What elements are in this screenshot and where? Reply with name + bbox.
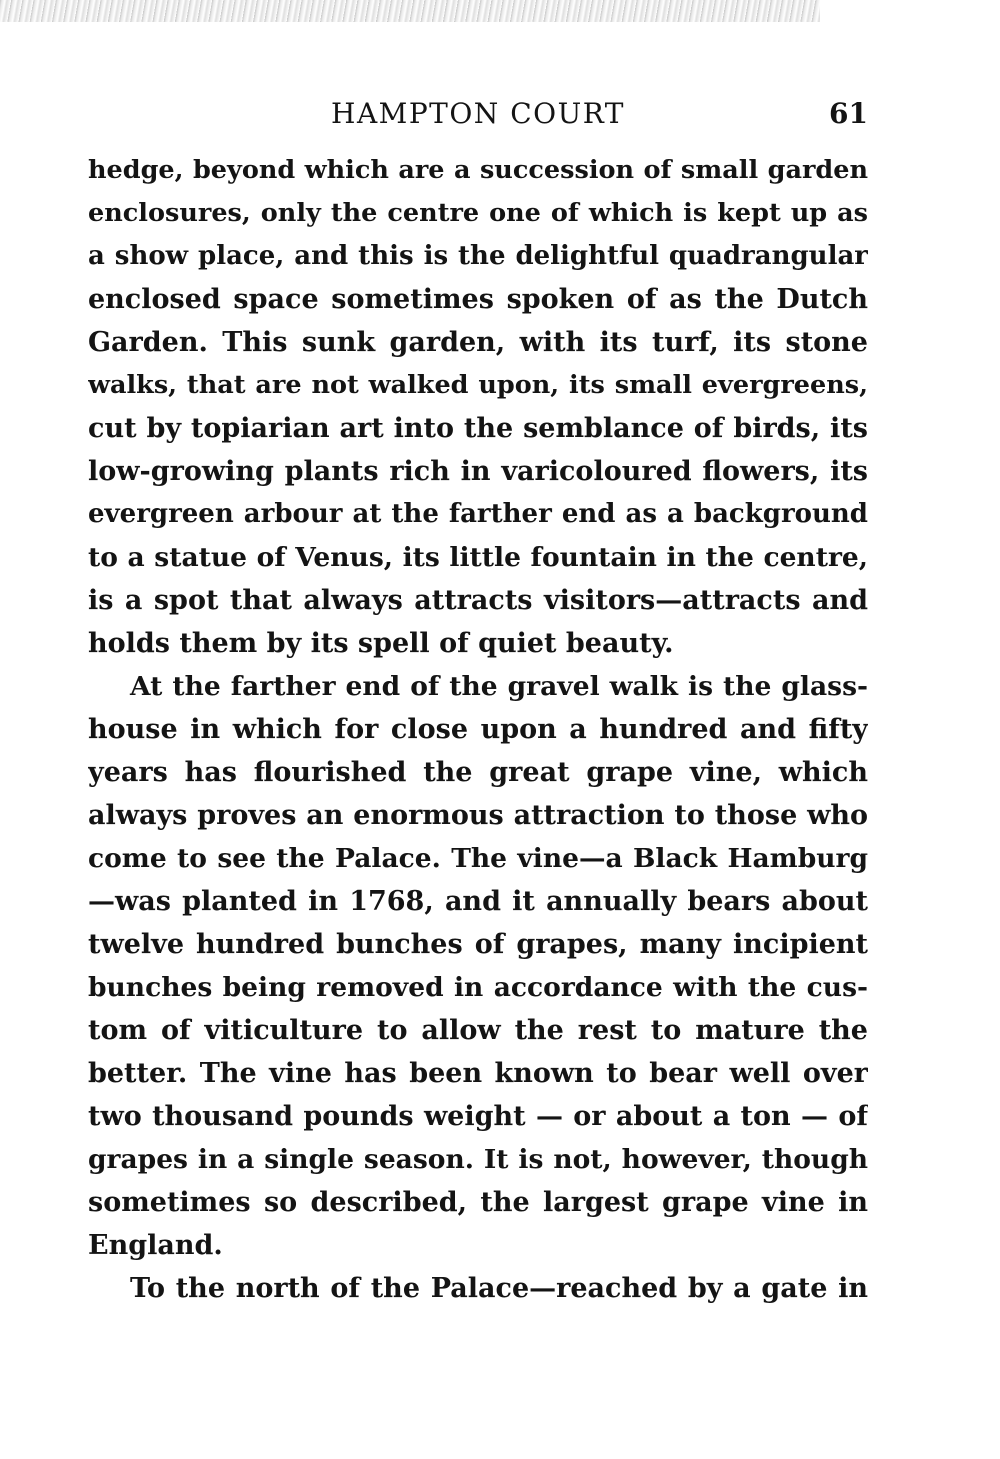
text-line: tom of viticulture to allow the rest to mature the (88, 1015, 868, 1046)
page-header (88, 94, 868, 134)
text-line: —was planted in 1768, and it annually bears about (88, 886, 868, 917)
paragraph-start-line: To the north of the Palace—reached by a gate in (130, 1273, 868, 1304)
text-line: a show place, and this is the delightful quadrangular (88, 241, 868, 271)
text-line: always proves an enormous attraction to those who (88, 800, 868, 831)
text-line: sometimes so described, the largest grape vine in (88, 1187, 868, 1218)
text-line: bunches being removed in accordance with the cus- (88, 972, 868, 1003)
page-number: 61 (829, 97, 868, 130)
text-line: enclosed space sometimes spoken of as the Dutch (88, 284, 868, 315)
text-line: enclosures, only the centre one of which is kept up as (88, 198, 868, 228)
text-line: holds them by its spell of quiet beauty. (88, 628, 674, 659)
text-line: low-growing plants rich in varicoloured flowers, its (88, 456, 868, 487)
text-line: England. (88, 1230, 223, 1261)
text-line: years has flourished the great grape vine, which (88, 757, 868, 788)
text-line: house in which for close upon a hundred and fifty (88, 714, 868, 745)
text-line: grapes in a single season. It is not, however, though (88, 1144, 868, 1175)
text-line: hedge, beyond which are a succession of small garden (88, 155, 868, 185)
text-line: to a statue of Venus, its little fountain in the centre, (88, 542, 868, 573)
text-line: two thousand pounds weight — or about a ton — of (88, 1101, 868, 1132)
text-line: better. The vine has been known to bear well over (88, 1058, 868, 1089)
running-title: HAMPTON COURT (331, 97, 625, 130)
text-line: cut by topiarian art into the semblance of birds, its (88, 413, 868, 444)
body-text (88, 149, 868, 1310)
text-line: walks, that are not walked upon, its small evergreens, (88, 370, 868, 400)
scan-speckle (0, 0, 820, 22)
text-line: Garden. This sunk garden, with its turf, its stone (88, 327, 868, 358)
text-line: is a spot that always attracts visitors—attracts and (88, 585, 868, 616)
text-line: come to see the Palace. The vine—a Black Hamburg (88, 843, 868, 874)
text-line: evergreen arbour at the farther end as a background (88, 499, 868, 529)
paragraph-start-line: At the farther end of the gravel walk is the glass- (130, 671, 868, 702)
text-line: twelve hundred bunches of grapes, many incipient (88, 929, 868, 960)
